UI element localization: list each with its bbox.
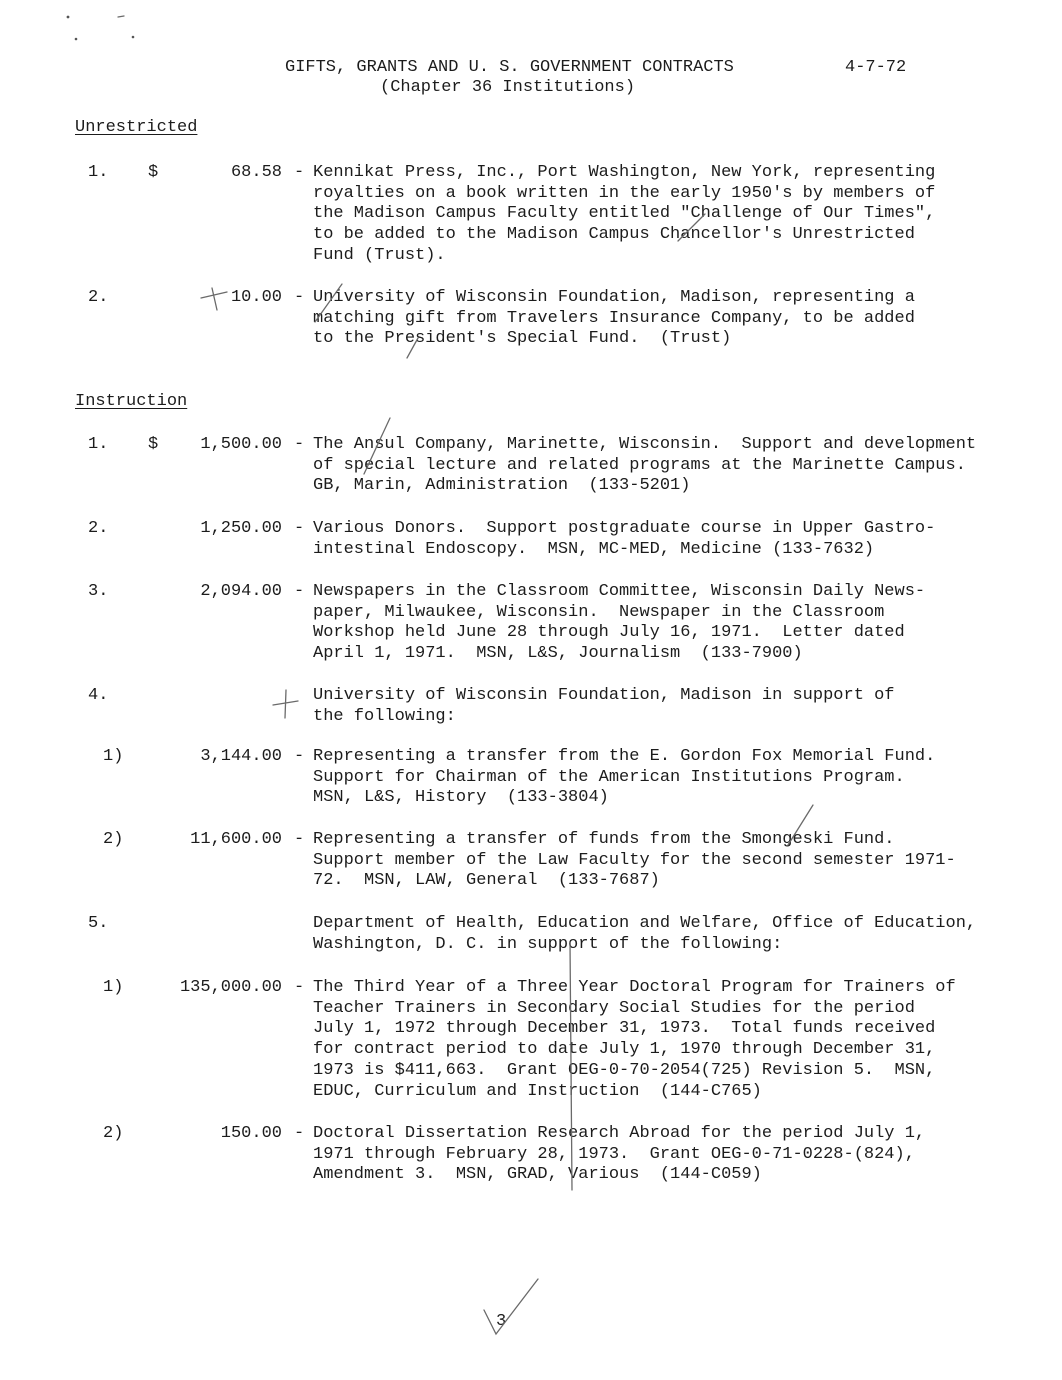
item-number: 5.: [88, 914, 109, 933]
description-line: to be added to the Madison Campus Chancellor's Unrestricted: [313, 225, 915, 245]
dash-separator: -: [294, 519, 305, 538]
item-amount: 1,500.00: [200, 435, 282, 454]
item-number: 1.: [88, 435, 109, 454]
page-number: 3: [496, 1312, 507, 1331]
speck-mark: [75, 38, 78, 41]
description-line: University of Wisconsin Foundation, Madison in support of: [313, 686, 895, 705]
description-line: Department of Health, Education and Welfare, Office of Education,: [313, 914, 977, 933]
check-mark: [484, 1279, 538, 1334]
check-mark: [678, 214, 705, 241]
item-number: 3.: [88, 582, 109, 601]
description-line: July 1, 1972 through December 31, 1973. Total funds received: [313, 1019, 936, 1039]
item-amount: 150.00: [220, 1124, 282, 1143]
document-title: GIFTS, GRANTS AND U. S. GOVERNMENT CONTRACTS: [285, 58, 734, 77]
description-line: The Third Year of a Three Year Doctoral Program for Trainers of: [313, 978, 956, 997]
vertical-mark: [570, 942, 572, 1190]
dash-separator: -: [294, 1124, 305, 1143]
description-line: Doctoral Dissertation Research Abroad for the period July 1,: [313, 1124, 926, 1143]
speck-mark: [132, 36, 135, 39]
check-mark: [407, 338, 418, 358]
description-line: Teacher Trainers in Secondary Social Studies for the period: [313, 998, 915, 1018]
currency-symbol: $: [148, 435, 159, 454]
item-amount: 10.00: [230, 288, 282, 307]
description-line: The Ansul Company, Marinette, Wisconsin. Support and development: [313, 435, 977, 454]
description-line: Newspapers in the Classroom Committee, Wisconsin Daily News-: [313, 582, 926, 601]
description-line: to the President's Special Fund. (Trust): [313, 329, 732, 349]
currency-symbol: $: [148, 163, 159, 182]
description-line: for contract period to date July 1, 1970 through December 31,: [313, 1040, 936, 1060]
description-line: Various Donors. Support postgraduate course in Upper Gastro-: [313, 519, 936, 538]
section-heading-unrestricted: Unrestricted: [75, 118, 198, 137]
description-line: the Madison Campus Faculty entitled "Challenge of Our Times",: [313, 204, 936, 224]
description-line: 1973 is $411,663. Grant OEG-0-70-2054(725) Revision 5. MSN,: [313, 1060, 936, 1080]
description-line: Amendment 3. MSN, GRAD, Various (144-C059): [313, 1165, 762, 1185]
subitem-number: 2): [103, 1124, 124, 1143]
section-heading-instruction: Instruction: [75, 392, 188, 411]
description-line: royalties on a book written in the early 1950's by members of: [313, 183, 936, 203]
description-line: Fund (Trust).: [313, 245, 446, 265]
plus-mark: [273, 690, 298, 718]
speck-mark: [118, 16, 124, 17]
description-line: Support member of the Law Faculty for the second semester 1971-: [313, 850, 956, 870]
description-line: Representing a transfer from the E. Gordon Fox Memorial Fund.: [313, 747, 936, 766]
description-line: Workshop held June 28 through July 16, 1971. Letter dated: [313, 623, 905, 643]
document-date: 4-7-72: [845, 58, 907, 77]
dash-separator: -: [294, 747, 305, 766]
dash-separator: -: [294, 978, 305, 997]
description-line: April 1, 1971. MSN, L&S, Journalism (133-7900): [313, 644, 803, 664]
check-mark: [364, 418, 390, 474]
description-line: 1971 through February 28, 1973. Grant OEG-0-71-0228-(824),: [313, 1144, 915, 1164]
subitem-number: 2): [103, 830, 124, 849]
description-line: Representing a transfer of funds from the Smongeski Fund.: [313, 830, 895, 849]
item-amount: 68.58: [230, 163, 282, 182]
dash-separator: -: [294, 830, 305, 849]
item-number: 2.: [88, 288, 109, 307]
description-line: intestinal Endoscopy. MSN, MC-MED, Medicine (133-7632): [313, 539, 875, 559]
speck-mark: [67, 16, 70, 19]
item-number: 2.: [88, 519, 109, 538]
item-number: 1.: [88, 163, 109, 182]
item-amount: 2,094.00: [200, 582, 282, 601]
description-line: GB, Marin, Administration (133-5201): [313, 476, 691, 496]
item-amount: 1,250.00: [200, 519, 282, 538]
description-line: Washington, D. C. in support of the following:: [313, 934, 783, 954]
description-line: 72. MSN, LAW, General (133-7687): [313, 871, 660, 891]
description-line: the following:: [313, 706, 456, 726]
document-subtitle: (Chapter 36 Institutions): [380, 78, 636, 97]
item-number: 4.: [88, 686, 109, 705]
dash-separator: -: [294, 288, 305, 307]
description-line: Kennikat Press, Inc., Port Washington, New York, representing: [313, 163, 936, 182]
subitem-number: 1): [103, 978, 124, 997]
description-line: EDUC, Curriculum and Instruction (144-C765): [313, 1081, 762, 1101]
description-line: University of Wisconsin Foundation, Madison, representing a: [313, 288, 915, 307]
check-mark: [788, 805, 813, 845]
subitem-number: 1): [103, 747, 124, 766]
plus-mark: [201, 288, 227, 310]
item-amount: 135,000.00: [179, 978, 282, 997]
description-line: matching gift from Travelers Insurance Company, to be added: [313, 308, 915, 328]
description-line: of special lecture and related programs at the Marinette Campus.: [313, 455, 966, 475]
description-line: Support for Chairman of the American Institutions Program.: [313, 767, 905, 787]
description-line: paper, Milwaukee, Wisconsin. Newspaper in the Classroom: [313, 602, 885, 622]
item-amount: 11,600.00: [190, 830, 282, 849]
dash-separator: -: [294, 163, 305, 182]
description-line: MSN, L&S, History (133-3804): [313, 788, 609, 808]
item-amount: 3,144.00: [200, 747, 282, 766]
dash-separator: -: [294, 582, 305, 601]
check-mark: [315, 284, 342, 322]
dash-separator: -: [294, 435, 305, 454]
